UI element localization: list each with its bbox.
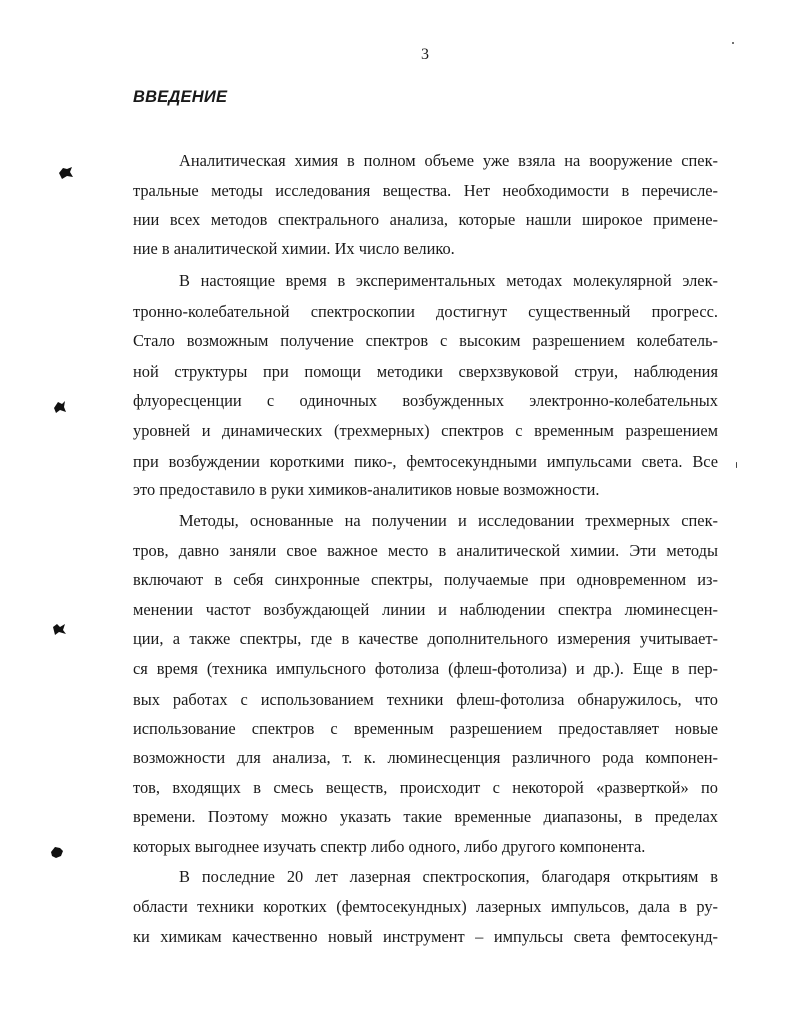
punch-hole-mark: [52, 400, 68, 414]
text-line: которых выгоднее изучать спектр либо одного, либо другого компонента.: [133, 837, 646, 856]
text-line: тральные методы исследования вещества. Нет необходимости в перечисле-: [133, 181, 718, 200]
section-heading: ВВЕДЕНИЕ: [133, 88, 228, 106]
text-line: Аналитическая химия в полном объеме уже взяла на вооружение спек-: [179, 151, 718, 170]
text-line: Методы, основанные на получении и исследовании трехмерных спек-: [179, 511, 718, 530]
text-line: тронно-колебательной спектроскопии достигнут существенный прогресс.: [133, 302, 718, 321]
punch-hole-mark: [58, 166, 74, 180]
text-line: ции, а также спектры, где в качестве дополнительного измерения учитывает-: [133, 629, 718, 648]
text-line: ся время (техника импульсного фотолиза (флеш-фотолиза) и др.). Еще в пер-: [133, 659, 718, 678]
text-line: это предоставило в руки химиков-аналитиков новые возможности.: [133, 480, 600, 499]
text-line: при возбуждении короткими пико-, фемтосекундными импульсами света. Все: [133, 452, 718, 471]
text-line: включают в себя синхронные спектры, получаемые при одновременном из-: [133, 570, 718, 589]
text-line: уровней и динамических (трехмерных) спектров с временным разрешением: [133, 421, 718, 440]
text-line: вых работах с использованием техники флеш-фотолиза обнаружилось, что: [133, 690, 718, 709]
text-line: В настоящие время в экспериментальных методах молекулярной элек-: [179, 271, 718, 290]
text-line: ние в аналитической химии. Их число велико.: [133, 239, 455, 258]
scan-speck: [732, 42, 734, 44]
text-line: ки химикам качественно новый инструмент – импульсы света фемтосекунд-: [133, 927, 718, 946]
text-line: возможности для анализа, т. к. люминесценция различного рода компонен-: [133, 748, 718, 767]
text-line: области техники коротких (фемтосекундных) лазерных импульсов, дала в ру-: [133, 897, 718, 916]
text-line: нии всех методов спектрального анализа, которые нашли широкое примене-: [133, 210, 718, 229]
text-line: времени. Поэтому можно указать такие временные диапазоны, в пределах: [133, 807, 718, 826]
scan-speck: [736, 462, 737, 468]
text-line: тров, давно заняли свое важное место в аналитической химии. Эти методы: [133, 541, 718, 560]
text-line: использование спектров с временным разрешением предоставляет новые: [133, 719, 718, 738]
punch-hole-mark: [52, 622, 68, 636]
text-line: ной структуры при помощи методики сверхзвуковой струи, наблюдения: [133, 362, 718, 381]
text-line: тов, входящих в смесь веществ, происходит с некоторой «разверткой» по: [133, 778, 718, 797]
punch-hole-mark: [49, 845, 65, 859]
text-line: флуоресценции с одиночных возбужденных электронно-колебательных: [133, 391, 718, 410]
text-line: В последние 20 лет лазерная спектроскопия, благодаря открытиям в: [179, 867, 718, 886]
page-number: 3: [421, 46, 429, 63]
text-line: менении частот возбуждающей линии и наблюдении спектра люминесцен-: [133, 600, 718, 619]
text-line: Стало возможным получение спектров с высоким разрешением колебатель-: [133, 331, 718, 350]
